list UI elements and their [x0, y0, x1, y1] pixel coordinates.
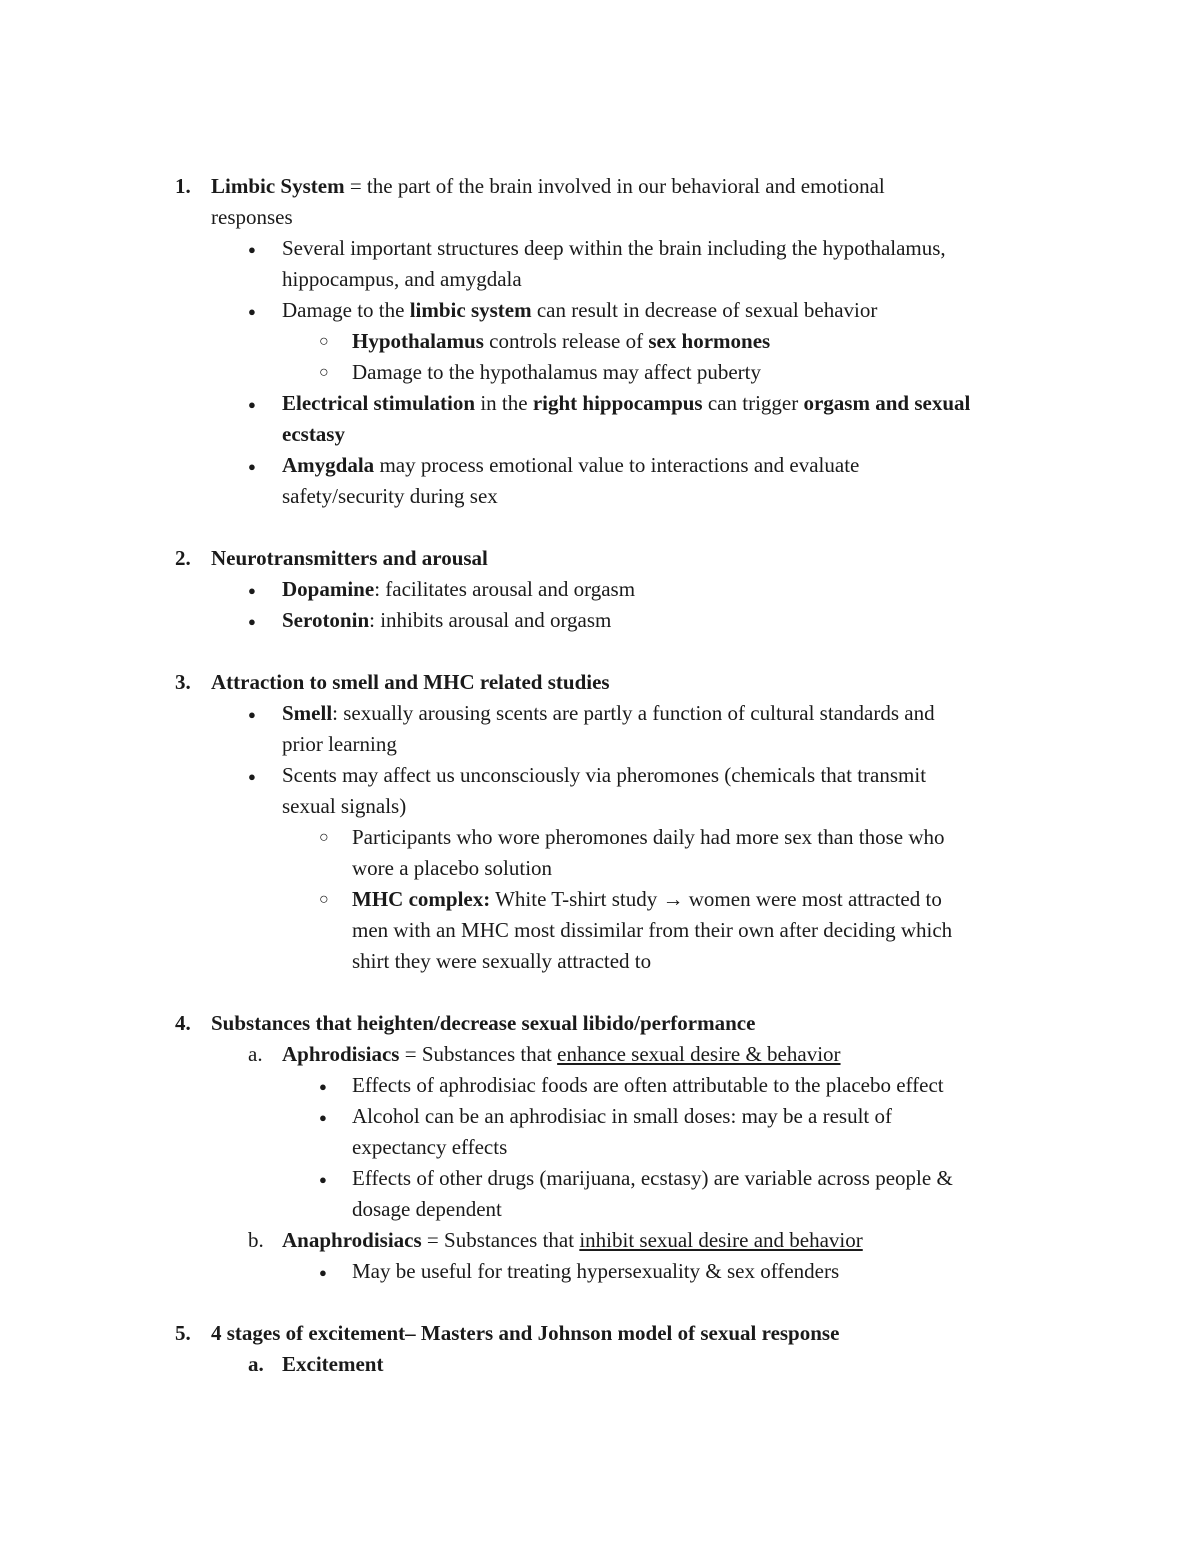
- bold-text-run: Dopamine: [282, 577, 375, 601]
- list-item-line: [0, 357, 1200, 388]
- list-item-text: [352, 822, 945, 853]
- list-item-line: [0, 760, 1200, 791]
- bold-text-run: Aphrodisiacs: [282, 1042, 400, 1066]
- section-spacer: [0, 512, 1200, 543]
- list-item-line: [0, 915, 1200, 946]
- bold-text-run: limbic system: [409, 298, 532, 322]
- list-item-text: [282, 264, 522, 295]
- list-item-text: [352, 1163, 953, 1194]
- list-item-text: [352, 884, 942, 915]
- list-item-text: [352, 1256, 839, 1287]
- text-run: Damage to the hypothalamus may affect puberty: [352, 360, 761, 384]
- underlined-text-run: inhibit sexual desire and behavior: [579, 1228, 863, 1252]
- bullet-icon: ●: [319, 1110, 327, 1125]
- section-number: 4.: [175, 1011, 191, 1035]
- list-item-text: [352, 853, 552, 884]
- list-item-text: [352, 915, 952, 946]
- bold-text-run: Amygdala: [282, 453, 375, 477]
- bold-text-run: sex hormones: [648, 329, 771, 353]
- bold-text-run: Electrical stimulation: [282, 391, 476, 415]
- circle-bullet-icon: ○: [319, 333, 329, 350]
- list-item-line: [0, 1163, 1200, 1194]
- text-run: dosage dependent: [352, 1197, 502, 1221]
- list-item-line: [0, 233, 1200, 264]
- bold-text-run: Anaphrodisiacs: [282, 1228, 422, 1252]
- list-section-4: [0, 1008, 1200, 1287]
- bold-text-run: Serotonin: [282, 608, 370, 632]
- list-item-line: [0, 822, 1200, 853]
- text-run: safety/security during sex: [282, 484, 498, 508]
- section-spacer: [0, 977, 1200, 1008]
- section-heading-line: [0, 202, 1200, 233]
- list-item-text: [282, 1039, 841, 1070]
- list-item-text: [282, 729, 397, 760]
- list-item-text: [352, 1070, 944, 1101]
- bullet-icon: ●: [248, 459, 256, 474]
- list-section-2: [0, 543, 1200, 636]
- list-section-5: [0, 1318, 1200, 1380]
- section-spacer: [0, 636, 1200, 667]
- section-heading-text: [211, 543, 488, 574]
- text-run: = Substances that: [399, 1042, 558, 1066]
- list-item-text: [352, 1101, 892, 1132]
- list-item-line: [0, 853, 1200, 884]
- section-heading-text: [211, 1008, 755, 1039]
- list-item-text: [282, 791, 406, 822]
- bold-text-run: Limbic System: [211, 174, 345, 198]
- list-item-text: [352, 326, 770, 357]
- text-run: shirt they were sexually attracted to: [352, 949, 652, 973]
- list-item-line: [0, 1101, 1200, 1132]
- text-run: : facilitates arousal and orgasm: [374, 577, 636, 601]
- section-heading-line: [0, 1318, 1200, 1349]
- bold-text-run: Substances that heighten/decrease sexual libido/performance: [211, 1011, 756, 1035]
- list-item-text: [352, 1194, 502, 1225]
- bullet-icon: ●: [319, 1265, 327, 1280]
- text-run: Several important structures deep within the brain including the hypothalamus,: [282, 236, 946, 260]
- list-item-text: [282, 574, 635, 605]
- list-item-line: [0, 574, 1200, 605]
- text-run: wore a placebo solution: [352, 856, 553, 880]
- section-heading-text: [211, 1318, 839, 1349]
- list-item-text: [352, 946, 651, 977]
- list-item-text: [282, 1225, 863, 1256]
- list-section-1: [0, 171, 1200, 512]
- bullet-icon: ●: [248, 304, 256, 319]
- bullet-icon: ●: [248, 397, 256, 412]
- text-run: : inhibits arousal and orgasm: [369, 608, 612, 632]
- circle-bullet-icon: ○: [319, 891, 329, 908]
- list-item-line: [0, 264, 1200, 295]
- list-item-line: [0, 1225, 1200, 1256]
- text-run: Damage to the: [282, 298, 410, 322]
- list-item-line: [0, 481, 1200, 512]
- list-item-line: [0, 388, 1200, 419]
- list-letter: a.: [248, 1352, 264, 1376]
- text-run: responses: [211, 205, 293, 229]
- list-item-line: [0, 729, 1200, 760]
- text-run: can trigger: [702, 391, 804, 415]
- text-run: prior learning: [282, 732, 397, 756]
- section-heading-line: [0, 171, 1200, 202]
- text-run: : sexually arousing scents are partly a function of cultural standards and: [332, 701, 935, 725]
- bullet-icon: ●: [248, 769, 256, 784]
- text-run: Scents may affect us unconsciously via pheromones (chemicals that transmit: [282, 763, 927, 787]
- text-run: sexual signals): [282, 794, 407, 818]
- list-item-text: [282, 481, 498, 512]
- section-heading-line: [0, 1008, 1200, 1039]
- bullet-icon: ●: [248, 707, 256, 722]
- list-item-text: [282, 1349, 383, 1380]
- list-item-line: [0, 450, 1200, 481]
- list-item-text: [282, 233, 946, 264]
- list-item-text: [282, 605, 611, 636]
- text-run: in the: [475, 391, 533, 415]
- text-run: can result in decrease of sexual behavior: [531, 298, 878, 322]
- text-run: may process emotional value to interactions and evaluate: [374, 453, 860, 477]
- section-number: 3.: [175, 670, 191, 694]
- section-heading-text: [211, 171, 885, 202]
- list-item-text: [352, 1132, 507, 1163]
- list-item-line: [0, 1349, 1200, 1380]
- list-item-line: [0, 605, 1200, 636]
- bold-text-run: Excitement: [282, 1352, 384, 1376]
- list-item-line: [0, 295, 1200, 326]
- text-run: men with an MHC most dissimilar from their own after deciding which: [352, 918, 953, 942]
- text-run: = Substances that: [421, 1228, 580, 1252]
- bullet-icon: ●: [248, 583, 256, 598]
- bold-text-run: Attraction to smell and MHC related studies: [211, 670, 610, 694]
- bold-text-run: Smell: [282, 701, 333, 725]
- section-heading-line: [0, 543, 1200, 574]
- bold-text-run: right hippocampus: [532, 391, 703, 415]
- list-item-text: [282, 295, 877, 326]
- list-item-line: [0, 1070, 1200, 1101]
- text-run: Participants who wore pheromones daily had more sex than those who: [352, 825, 945, 849]
- section-heading-line: [0, 667, 1200, 698]
- section-number: 5.: [175, 1321, 191, 1345]
- list-item-line: [0, 946, 1200, 977]
- bold-text-run: orgasm and sexual: [803, 391, 971, 415]
- bullet-icon: ●: [248, 614, 256, 629]
- bold-text-run: MHC complex:: [352, 887, 491, 911]
- document-body: [0, 171, 1200, 1380]
- list-item-line: [0, 1194, 1200, 1225]
- list-item-line: [0, 419, 1200, 450]
- text-run: May be useful for treating hypersexuality & sex offenders: [352, 1259, 840, 1283]
- list-item-line: [0, 791, 1200, 822]
- circle-bullet-icon: ○: [319, 829, 329, 846]
- text-run: Alcohol can be an aphrodisiac in small doses: may be a result of: [352, 1104, 893, 1128]
- bullet-icon: ●: [319, 1079, 327, 1094]
- list-item-line: [0, 1256, 1200, 1287]
- section-heading-text: [211, 202, 293, 233]
- text-run: controls release of: [483, 329, 649, 353]
- list-item-text: [282, 760, 926, 791]
- list-item-text: [352, 357, 761, 388]
- list-item-text: [282, 388, 970, 419]
- text-run: hippocampus, and amygdala: [282, 267, 522, 291]
- text-run: White T-shirt study → women were most attracted to: [490, 887, 942, 911]
- bold-text-run: Neurotransmitters and arousal: [211, 546, 488, 570]
- bold-text-run: Hypothalamus: [352, 329, 484, 353]
- list-item-text: [282, 698, 935, 729]
- list-item-line: [0, 884, 1200, 915]
- bold-text-run: 4 stages of excitement– Masters and Johnson model of sexual response: [211, 1321, 840, 1345]
- circle-bullet-icon: ○: [319, 364, 329, 381]
- list-item-line: [0, 698, 1200, 729]
- list-item-text: [282, 419, 345, 450]
- list-item-line: [0, 1039, 1200, 1070]
- list-item-line: [0, 1132, 1200, 1163]
- list-letter: b.: [248, 1228, 264, 1252]
- section-number: 1.: [175, 174, 191, 198]
- section-number: 2.: [175, 546, 191, 570]
- section-heading-text: [211, 667, 610, 698]
- text-run: Effects of other drugs (marijuana, ecstasy) are variable across people &: [352, 1166, 953, 1190]
- text-run: Effects of aphrodisiac foods are often attributable to the placebo effect: [352, 1073, 944, 1097]
- text-run: expectancy effects: [352, 1135, 508, 1159]
- bold-text-run: ecstasy: [282, 422, 345, 446]
- bullet-icon: ●: [248, 242, 256, 257]
- list-letter: a.: [248, 1042, 263, 1066]
- section-spacer: [0, 1287, 1200, 1318]
- bullet-icon: ●: [319, 1172, 327, 1187]
- underlined-text-run: enhance sexual desire & behavior: [557, 1042, 841, 1066]
- list-item-line: [0, 326, 1200, 357]
- list-section-3: [0, 667, 1200, 977]
- text-run: = the part of the brain involved in our behavioral and emotional: [344, 174, 885, 198]
- list-item-text: [282, 450, 859, 481]
